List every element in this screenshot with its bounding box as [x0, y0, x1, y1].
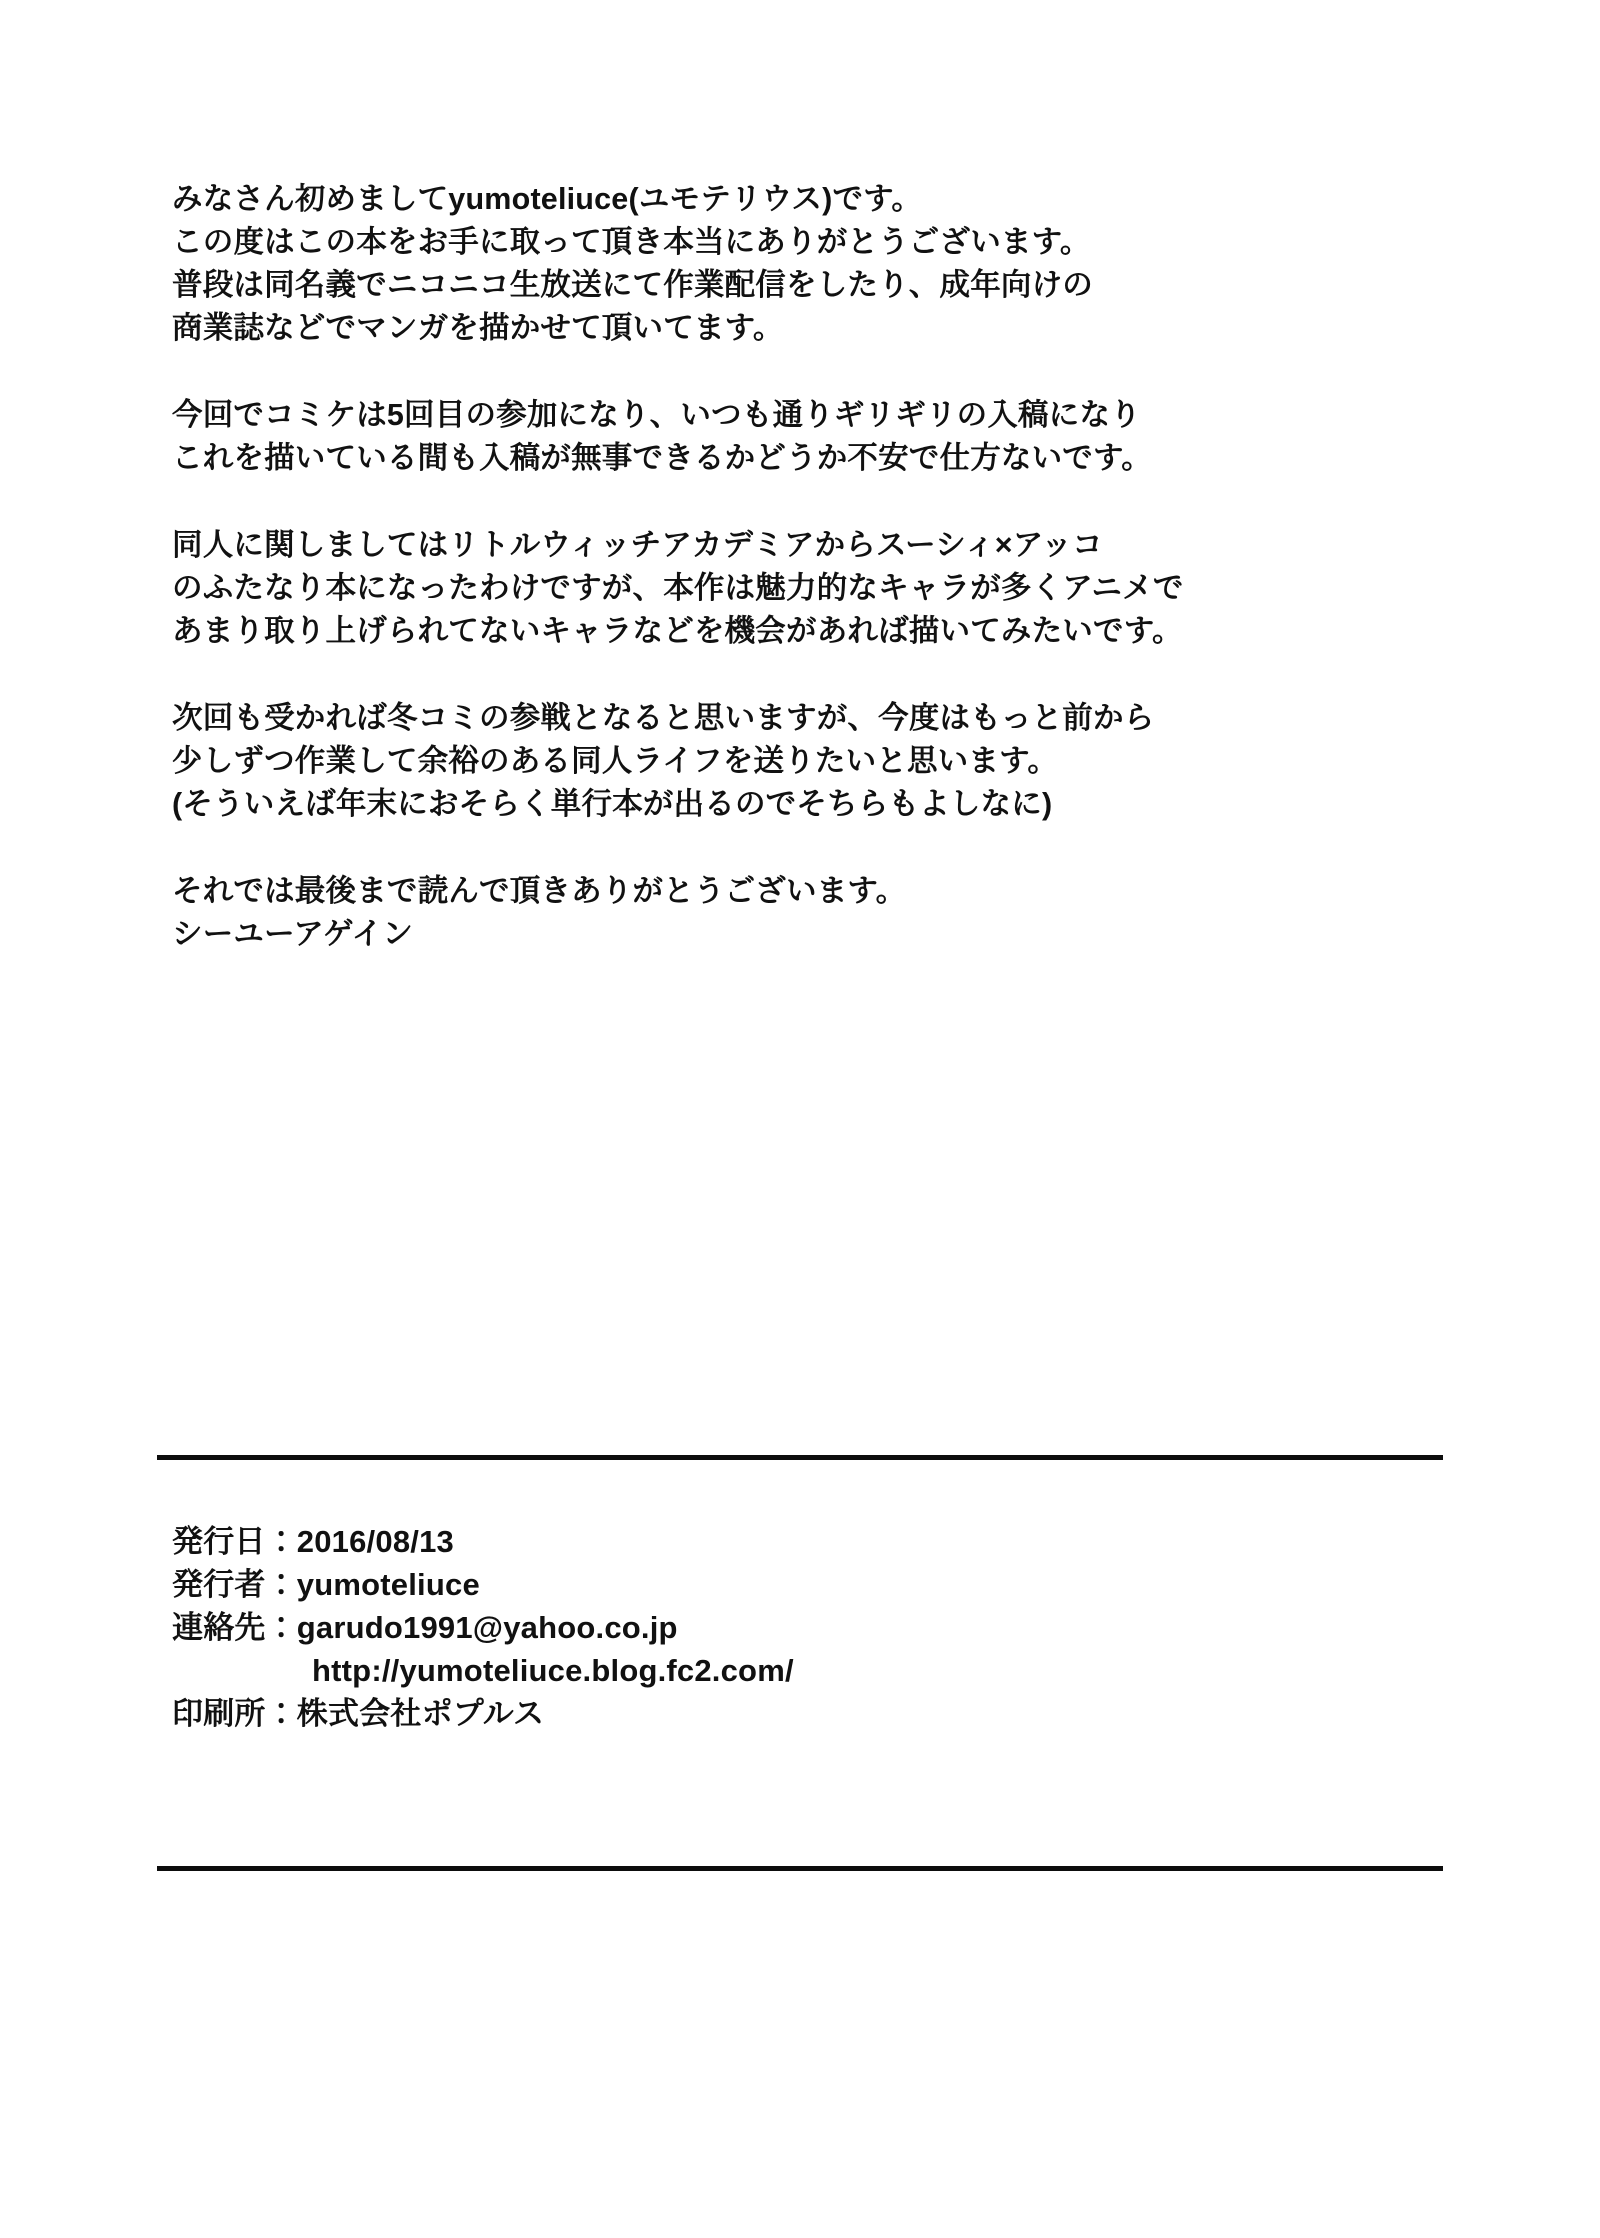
afterword-line: この度はこの本をお手に取って頂き本当にありがとうございます。 [172, 225, 1091, 259]
publish-date: 発行日：2016/08/13 [172, 1524, 454, 1559]
afterword-line: これを描いている間も入稿が無事できるかどうか不安で仕方ないです。 [172, 441, 1152, 475]
afterword-line: 商業誌などでマンガを描かせて頂いてます。 [172, 311, 784, 345]
afterword-line: それでは最後まで読んで頂きありがとうございます。 [172, 874, 907, 908]
colophon-bottom-divider [157, 1866, 1443, 1871]
contact-email: 連絡先：garudo1991@yahoo.co.jp [172, 1610, 678, 1645]
afterword-paragraph [172, 870, 1442, 956]
contact-website-url[interactable]: http://yumoteliuce.blog.fc2.com/ [312, 1653, 794, 1688]
afterword-line: シーユーアゲイン [172, 917, 414, 951]
afterword-line: 少しずつ作業して余裕のある同人ライフを送りたいと思います。 [172, 744, 1059, 778]
afterword-line: 普段は同名義でニコニコ生放送にて作業配信をしたり、成年向けの [172, 268, 1093, 302]
colophon-top-divider [157, 1455, 1443, 1460]
afterword-paragraph [172, 178, 1442, 350]
afterword-line: あまり取り上げられてないキャラなどを機会があれば描いてみたいです。 [172, 614, 1183, 648]
afterword-line: 同人に関しましてはリトルウィッチアカデミアからスーシィ×アッコ [172, 528, 1103, 562]
printer-name: 印刷所：株式会社ポプルス [172, 1696, 545, 1731]
colophon-block [172, 1520, 1442, 1735]
afterword-line: 今回でコミケは5回目の参加になり、いつも通りギリギリの入稿になり [172, 398, 1141, 432]
afterword-paragraph [172, 697, 1442, 826]
afterword-line: のふたなり本になったわけですが、本作は魅力的なキャラが多くアニメで [172, 571, 1184, 605]
afterword-paragraph [172, 394, 1442, 480]
afterword-paragraph [172, 524, 1442, 653]
afterword-line: (そういえば年末におそらく単行本が出るのでそちらもよしなに) [172, 787, 1053, 821]
afterword-text-block [172, 178, 1442, 956]
afterword-line: みなさん初めましてyumoteliuce(ユモテリウス)です。 [172, 182, 923, 216]
publisher-name: 発行者：yumoteliuce [172, 1567, 480, 1602]
afterword-line: 次回も受かれば冬コミの参戦となると思いますが、今度はもっと前から [172, 701, 1155, 735]
